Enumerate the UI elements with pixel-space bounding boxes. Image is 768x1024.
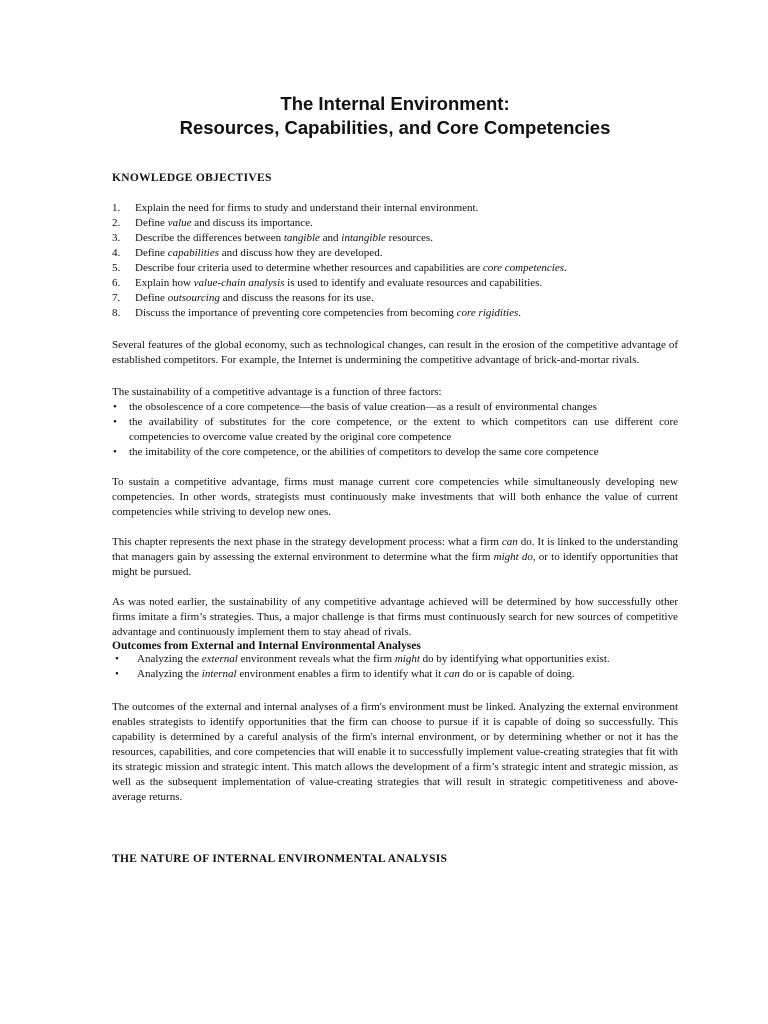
- emphasized-term: value-chain analysis: [193, 277, 285, 289]
- text-run: This chapter represents the next phase in the strategy development process: what a firm: [112, 536, 502, 548]
- text-run: Define: [135, 217, 168, 229]
- text-run: As was noted earlier, the sustainability of any competitive advantage achieved will be determined by how successfully other firms imitate a firm’s strategies. Thus, a major challenge is that firms must continuously search for new sources of competitive advantage and continuously implement them to stay ahead of rivals.: [112, 596, 678, 638]
- objective-text: [135, 216, 313, 231]
- emphasized-term: outsourcing: [167, 292, 220, 304]
- text-run: do or is capable of doing.: [459, 668, 575, 680]
- objective-item: [112, 246, 678, 261]
- text-run: and discuss how they are developed.: [219, 247, 383, 259]
- emphasized-term: tangible: [283, 232, 320, 244]
- emphasized-term: capabilities: [167, 247, 220, 259]
- bullet-icon: •: [115, 653, 119, 665]
- title-line-1: The Internal Environment:: [280, 93, 510, 114]
- objective-item: [112, 276, 678, 291]
- objective-number: 4.: [112, 247, 121, 259]
- text-run: Analyzing the: [137, 653, 202, 665]
- text-run: .: [518, 307, 522, 319]
- text-run: and: [319, 232, 342, 244]
- text-run: To sustain a competitive advantage, firms must manage current core competencies while simultaneously developing new competencies. In other words, strategists must continuously make investments that will both enhance the value of current competencies while striving to develop new ones.: [112, 476, 678, 518]
- objective-item: [112, 261, 678, 276]
- bullet-icon: •: [113, 416, 117, 428]
- text-run: Several features of the global economy, such as technological changes, can result in the erosion of the competitive advantage of established competitors. For example, the Internet is undermining the competitive advantage of brick-and-mortar rivals.: [112, 339, 678, 366]
- objective-number: 5.: [112, 262, 121, 274]
- objective-number: 1.: [112, 202, 121, 214]
- paragraph-imitation: [112, 595, 678, 640]
- emphasized-term: core rigidities: [456, 307, 519, 319]
- text-run: Analyzing the: [137, 668, 202, 680]
- objective-item: [112, 216, 678, 231]
- objective-item: [112, 201, 678, 216]
- internal-analysis-section-heading: THE NATURE OF INTERNAL ENVIRONMENTAL ANALYSIS: [112, 853, 448, 865]
- text-run: , or to identify opportunities that might be pursued.: [112, 551, 679, 578]
- emphasized-term: internal: [201, 668, 237, 680]
- emphasized-term: intangible: [341, 232, 386, 244]
- outcomes-list: [112, 652, 678, 682]
- text-run: the imitability of the core competence, or the abilities of competitors to develop the same core competence: [129, 446, 599, 458]
- text-run: is used to identify and evaluate resources and capabilities.: [284, 277, 543, 289]
- text-run: The sustainability of a competitive advantage is a function of three factors:: [112, 386, 442, 398]
- emphasized-term: might do: [493, 551, 533, 563]
- bullet-item: [112, 415, 678, 445]
- objective-text: [135, 261, 567, 276]
- objective-number: 3.: [112, 232, 121, 244]
- emphasized-term: can: [444, 668, 460, 680]
- title-line-2: Resources, Capabilities, and Core Competencies: [179, 117, 611, 138]
- objective-number: 7.: [112, 292, 121, 304]
- bullet-icon: •: [115, 668, 119, 680]
- text-run: do by identifying what opportunities exist.: [419, 653, 610, 665]
- paragraph-sustain-advantage: [112, 475, 678, 520]
- paragraph-sustainability: [112, 385, 678, 400]
- text-run: Describe four criteria used to determine whether resources and capabilities are: [135, 262, 483, 274]
- bullet-text: [129, 415, 678, 445]
- bullet-item: [112, 400, 678, 415]
- emphasized-term: external: [201, 653, 238, 665]
- objective-text: [135, 306, 521, 321]
- emphasized-term: core competencies: [482, 262, 565, 274]
- objective-text: [135, 231, 433, 246]
- paragraph-outcomes-linked: [112, 700, 678, 805]
- bullet-item: [112, 445, 678, 460]
- text-run: Define: [135, 247, 168, 259]
- text-run: environment reveals what the firm: [237, 653, 395, 665]
- objective-number: 6.: [112, 277, 121, 289]
- text-run: the availability of substitutes for the core competence, or the extent to which competitors can use different core competencies to overcome value created by the original core competence: [129, 416, 678, 443]
- text-run: the obsolescence of a core competence—the basis of value creation—as a result of environmental changes: [129, 401, 597, 413]
- emphasized-term: can: [501, 536, 518, 548]
- bullet-text: [129, 445, 598, 460]
- paragraph-global-economy: [112, 338, 678, 368]
- objective-number: 8.: [112, 307, 121, 319]
- document-page: [112, 92, 678, 865]
- emphasized-term: value: [167, 217, 192, 229]
- bullet-icon: •: [113, 446, 117, 458]
- objective-text: [135, 201, 478, 216]
- document-title: [112, 92, 678, 140]
- objective-text: [135, 291, 374, 306]
- objectives-list: [112, 201, 678, 321]
- paragraph-chapter-phase: [112, 535, 678, 580]
- sustainability-factors-list: [112, 400, 678, 460]
- bullet-icon: •: [113, 401, 117, 413]
- outcomes-heading: Outcomes from External and Internal Environmental Analyses: [112, 640, 421, 652]
- text-run: The outcomes of the external and internal analyses of a firm's environment must be linked. Analyzing the external environment enables strategists to identify opportunities that the firm can choose to pursue if it is capable of doing so successfully. This capability is determined by a careful analysis of the firm's internal environment, or by determining whether or not it has the resources, capabilities, and core competencies that will enable it to successfully implement value-creating strategies that fit with its strategic mission and strategic intent. This match allows the development of a firm’s strategic intent and strategic mission, as well as the subsequent implementation of value-creating strategies that will result in strategic competitiveness and above-average returns.: [112, 701, 678, 803]
- objective-text: [135, 276, 542, 291]
- text-run: environment enables a firm to identify what it: [236, 668, 445, 680]
- text-run: resources.: [385, 232, 433, 244]
- text-run: Discuss the importance of preventing core competencies from becoming: [135, 307, 457, 319]
- objective-number: 2.: [112, 217, 121, 229]
- objective-item: [112, 306, 678, 321]
- bullet-text: [137, 667, 574, 682]
- bullet-item: [114, 652, 678, 667]
- objective-item: [112, 291, 678, 306]
- text-run: Explain the need for firms to study and understand their internal environment.: [135, 202, 479, 214]
- text-run: and discuss the reasons for its use.: [219, 292, 374, 304]
- text-run: Explain how: [135, 277, 194, 289]
- emphasized-term: might: [394, 653, 420, 665]
- text-run: do. It is linked to the understanding that managers gain by assessing the external environment to determine what the firm: [112, 536, 678, 563]
- text-run: Describe the differences between: [135, 232, 284, 244]
- bullet-item: [114, 667, 678, 682]
- bullet-text: [129, 400, 597, 415]
- text-run: and discuss its importance.: [191, 217, 313, 229]
- text-run: Define: [135, 292, 168, 304]
- text-run: .: [564, 262, 567, 274]
- bullet-text: [137, 652, 610, 667]
- objective-text: [135, 246, 382, 261]
- objective-item: [112, 231, 678, 246]
- knowledge-objectives-heading: KNOWLEDGE OBJECTIVES: [112, 172, 272, 184]
